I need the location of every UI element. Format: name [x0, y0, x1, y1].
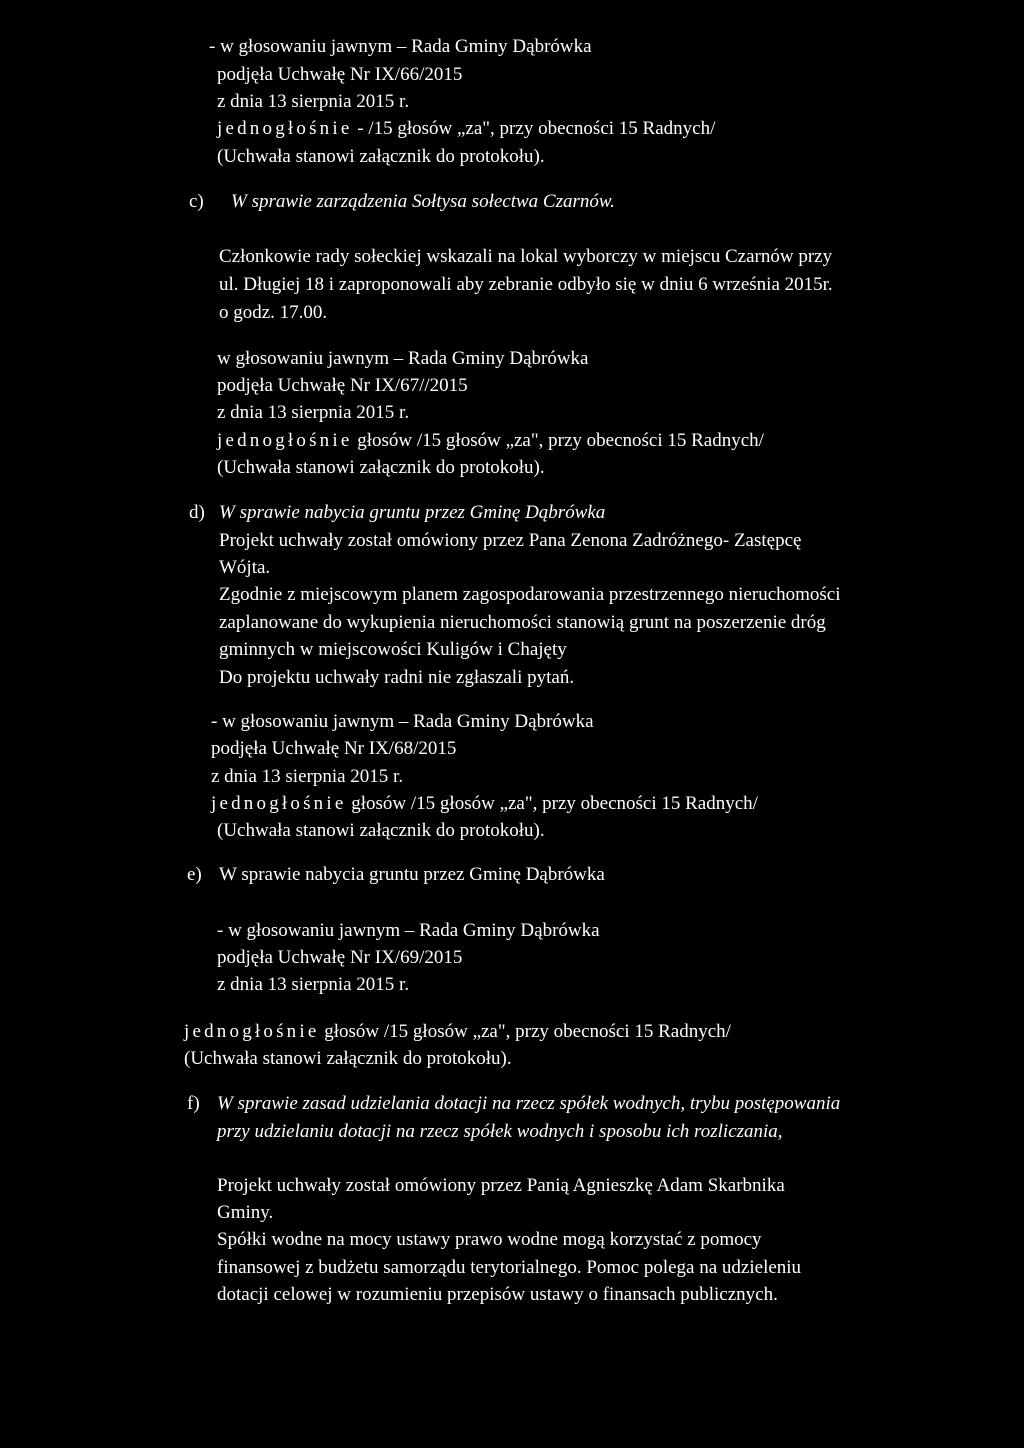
vote-line: w głosowaniu jawnym – Rada Gminy Dąbrówka: [217, 348, 589, 369]
paragraph-line: finansowej z budżetu samorządu terytorialnego. Pomoc polega na udzieleniu: [217, 1257, 802, 1278]
resolution-number: podjęła Uchwałę Nr IX/67//2015: [217, 375, 468, 396]
attachment-note: (Uchwała stanowi załącznik do protokołu).: [184, 1048, 512, 1069]
paragraph-line: dotacji celowej w rozumieniu przepisów ustawy o finansach publicznych.: [217, 1284, 778, 1305]
paragraph-line: Gminy.: [217, 1202, 274, 1223]
vote-count: głosów /15 głosów „za", przy obecności 15 Radnych/: [324, 1021, 731, 1042]
vote-result: [217, 116, 715, 141]
paragraph-line: Do projektu uchwały radni nie zgłaszali pytań.: [219, 667, 575, 688]
paragraph-line: Członkowie rady sołeckiej wskazali na lokal wyborczy w miejscu Czarnów przy: [219, 246, 833, 267]
vote-count: głosów /15 głosów „za", przy obecności 15 Radnych/: [357, 430, 764, 451]
attachment-note: (Uchwała stanowi załącznik do protokołu).: [217, 146, 545, 167]
vote-result: [184, 1019, 731, 1044]
paragraph-line: Projekt uchwały został omówiony przez Pana Zenona Zadróżnego- Zastępcę: [219, 530, 802, 551]
resolution-date: z dnia 13 sierpnia 2015 r.: [211, 766, 404, 787]
unanimous-label: jednogłośnie: [184, 1021, 320, 1042]
attachment-note: (Uchwała stanowi załącznik do protokołu).: [217, 820, 545, 841]
vote-line: - w głosowaniu jawnym – Rada Gminy Dąbrówka: [209, 36, 592, 57]
vote-line: - w głosowaniu jawnym – Rada Gminy Dąbrówka: [217, 920, 600, 941]
paragraph-line: zaplanowane do wykupienia nieruchomości stanowią grunt na poszerzenie dróg: [219, 612, 826, 633]
resolution-number: podjęła Uchwałę Nr IX/66/2015: [217, 64, 463, 85]
paragraph-line: ul. Długiej 18 i zaproponowali aby zebranie odbyło się w dniu 6 września 2015r.: [219, 274, 833, 295]
paragraph-line: gminnych w miejscowości Kuligów i Chajęty: [219, 639, 567, 660]
resolution-date: z dnia 13 sierpnia 2015 r.: [217, 91, 410, 112]
item-title: W sprawie zarządzenia Sołtysa sołectwa Czarnów.: [231, 191, 615, 212]
unanimous-label: jednogłośnie: [217, 430, 353, 451]
paragraph-line: Zgodnie z miejscowym planem zagospodarowania przestrzennego nieruchomości: [219, 584, 841, 605]
resolution-date: z dnia 13 sierpnia 2015 r.: [217, 402, 410, 423]
item-title: przy udzielaniu dotacji na rzecz spółek wodnych i sposobu ich rozliczania,: [217, 1121, 783, 1142]
paragraph-line: Wójta.: [219, 557, 271, 578]
item-title: W sprawie nabycia gruntu przez Gminę Dąbrówka: [219, 502, 606, 523]
item-label: d): [189, 502, 205, 523]
attachment-note: (Uchwała stanowi załącznik do protokołu).: [217, 457, 545, 478]
unanimous-label: jednogłośnie: [217, 118, 353, 139]
item-label: f): [187, 1093, 200, 1114]
paragraph-line: Projekt uchwały został omówiony przez Panią Agnieszkę Adam Skarbnika: [217, 1175, 785, 1196]
vote-count: głosów /15 głosów „za", przy obecności 15 Radnych/: [351, 793, 758, 814]
vote-result: [217, 428, 764, 453]
vote-line: - w głosowaniu jawnym – Rada Gminy Dąbrówka: [211, 711, 594, 732]
unanimous-label: jednogłośnie: [211, 793, 347, 814]
item-title: W sprawie zasad udzielania dotacji na rzecz spółek wodnych, trybu postępowania: [217, 1093, 841, 1114]
resolution-date: z dnia 13 sierpnia 2015 r.: [217, 974, 410, 995]
vote-result: [211, 791, 758, 816]
paragraph-line: o godz. 17.00.: [219, 302, 328, 323]
item-title: W sprawie nabycia gruntu przez Gminę Dąbrówka: [219, 864, 605, 885]
resolution-number: podjęła Uchwałę Nr IX/69/2015: [217, 947, 463, 968]
resolution-number: podjęła Uchwałę Nr IX/68/2015: [211, 738, 457, 759]
item-label: e): [187, 864, 202, 885]
item-label: c): [189, 191, 204, 212]
paragraph-line: Spółki wodne na mocy ustawy prawo wodne mogą korzystać z pomocy: [217, 1229, 762, 1250]
vote-count: - /15 głosów „za", przy obecności 15 Radnych/: [357, 118, 716, 139]
